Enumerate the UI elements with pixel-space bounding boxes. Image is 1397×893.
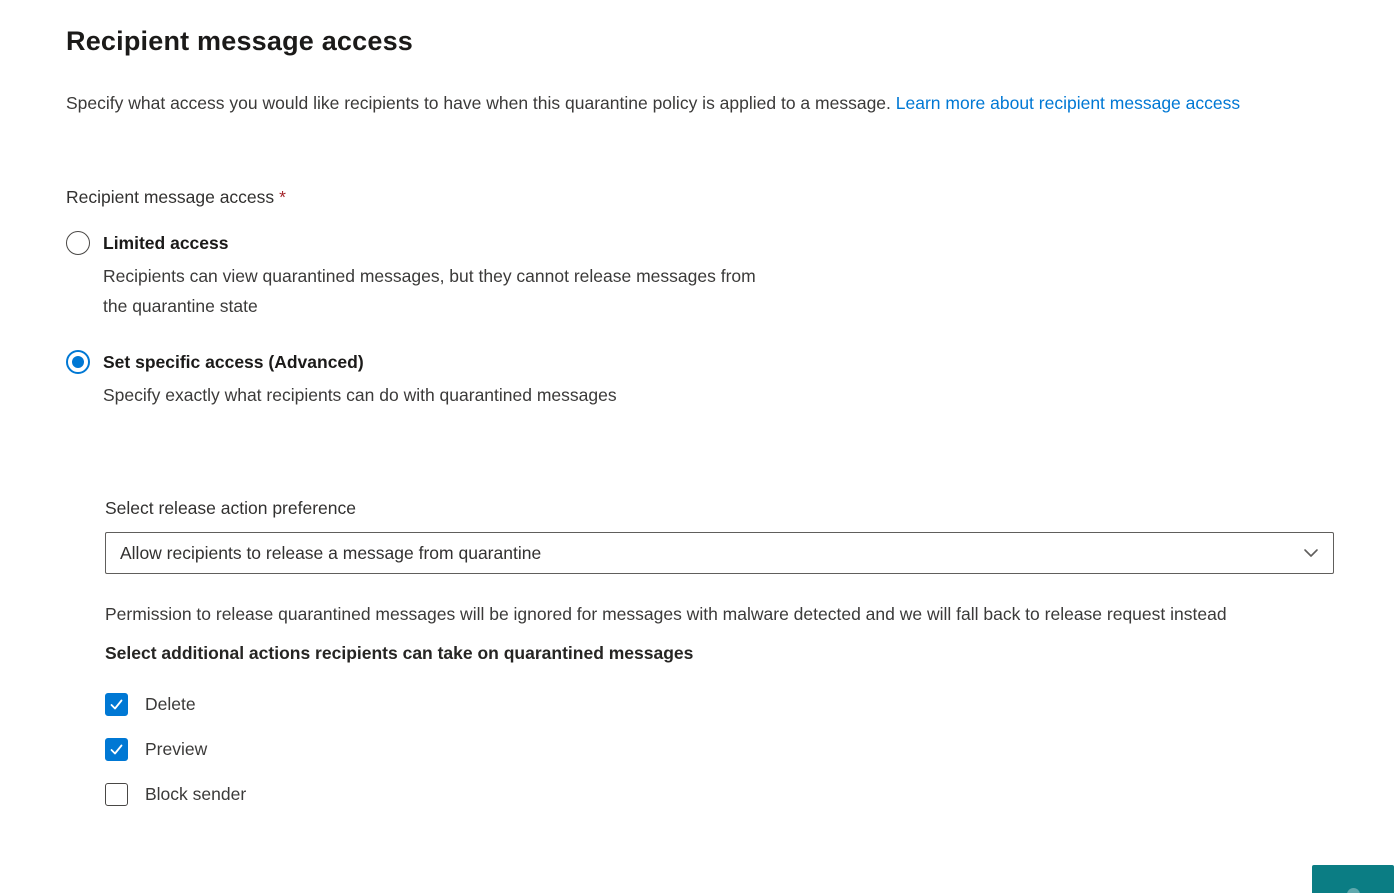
checkbox-row-delete[interactable] (105, 693, 1335, 716)
release-action-label: Select release action preference (105, 498, 356, 518)
release-action-note: Permission to release quarantined messages will be ignored for messages with malware detected and we will fall back to release request instead (105, 604, 1227, 624)
intro-text: Specify what access you would like recipients to have when this quarantine policy is applied to a message. (66, 93, 896, 113)
radio-unselected-icon[interactable] (66, 231, 90, 255)
checkmark-icon (109, 742, 124, 757)
checkbox-checked-icon[interactable] (105, 693, 128, 716)
access-radio-group (66, 230, 1335, 410)
additional-actions-checkbox-list (105, 693, 1335, 806)
radio-selected-icon[interactable] (66, 350, 90, 374)
radio-option-description: Specify exactly what recipients can do with quarantined messages (103, 385, 617, 405)
learn-more-link[interactable]: Learn more about recipient message access (895, 93, 1241, 113)
additional-actions-label: Select additional actions recipients can take on quarantined messages (105, 643, 694, 663)
checkbox-checked-icon[interactable] (105, 738, 128, 761)
checkbox-label[interactable]: Block sender (145, 784, 247, 804)
checkbox-row-preview[interactable] (105, 738, 1335, 761)
smiley-icon (1347, 888, 1360, 893)
radio-option-set-specific-access[interactable] (66, 349, 1335, 410)
feedback-button[interactable] (1312, 865, 1394, 893)
advanced-access-section (105, 498, 1335, 806)
access-field-label (66, 187, 1335, 208)
radio-option-description: Recipients can view quarantined messages, but they cannot release messages from the quarantine state (103, 266, 756, 316)
access-field-label-text: Recipient message access (66, 187, 275, 207)
radio-option-limited-access[interactable] (66, 230, 1335, 321)
checkbox-label[interactable]: Delete (145, 694, 196, 714)
chevron-down-icon[interactable] (1301, 543, 1321, 563)
checkmark-icon (109, 697, 124, 712)
release-action-dropdown[interactable] (105, 532, 1334, 574)
page-title: Recipient message access (66, 26, 414, 56)
checkbox-label[interactable]: Preview (145, 739, 208, 759)
checkbox-unchecked-icon[interactable] (105, 783, 128, 806)
radio-option-label[interactable]: Set specific access (Advanced) (103, 352, 364, 372)
radio-option-label[interactable]: Limited access (103, 233, 229, 253)
intro-paragraph (66, 89, 1335, 117)
release-action-selected-value: Allow recipients to release a message from quarantine (120, 542, 542, 563)
radio-option-texts (103, 349, 617, 410)
checkbox-row-block-sender[interactable] (105, 783, 1335, 806)
radio-option-texts (103, 230, 783, 321)
required-asterisk: * (279, 187, 286, 207)
